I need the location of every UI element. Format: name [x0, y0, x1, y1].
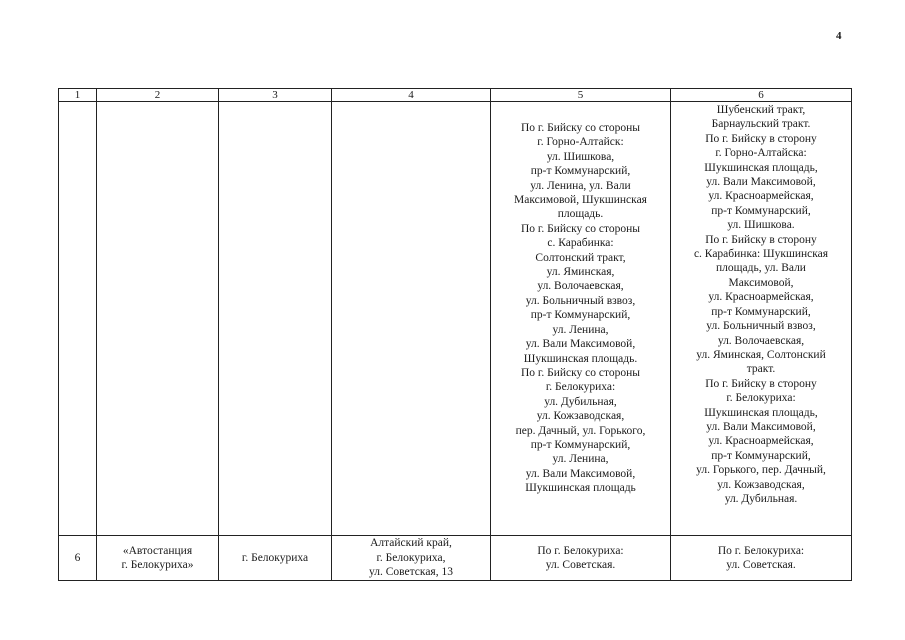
header-cell-5: 5 — [491, 89, 671, 102]
text-line: г. Белокуриха: — [726, 392, 796, 405]
text-line: ул. Кожзаводская, — [717, 478, 805, 491]
text-line: ул. Волочаевская, — [717, 334, 805, 347]
table-row — [59, 536, 852, 581]
header-cell-3: 3 — [219, 89, 332, 102]
text-line: По г. Бийску со стороны — [520, 222, 640, 235]
text-line: ул. Красноармейская, — [708, 190, 814, 203]
text-line: площадь. — [557, 208, 604, 221]
header-cell-6: 6 — [671, 89, 852, 102]
text-line: г. Горно-Алтайск: — [537, 136, 624, 149]
route-forward-cell — [491, 536, 671, 581]
route-backward-cell — [671, 102, 852, 536]
text-line: «Автостанция — [122, 544, 193, 557]
text-line: Солтонский тракт, — [535, 251, 626, 264]
text-line: ул. Ленина, — [552, 323, 609, 336]
text-line: По г. Бийску в сторону — [705, 377, 817, 390]
text-line: ул. Красноармейская, — [708, 435, 814, 448]
text-line: ул. Вали Максимовой, — [525, 467, 636, 480]
text-line: ул. Больничный взвоз, — [525, 294, 636, 307]
text-line: ул. Горького, пер. Дачный, — [696, 464, 826, 477]
text-line: ул. Дубильная. — [724, 492, 798, 505]
text-line: г. Белокуриха» — [121, 559, 194, 571]
text-line: с. Карабинка: Шукшинская — [693, 248, 829, 261]
header-cell-4: 4 — [332, 89, 491, 102]
station-name-cell — [97, 536, 219, 581]
text-line: По г. Белокуриха: — [717, 544, 805, 557]
text-line: Шукшинская площадь, — [704, 161, 818, 174]
table-header-row — [59, 89, 852, 102]
text-line: Шубенский тракт, — [716, 104, 806, 116]
text-line: ул. Шишкова, — [546, 150, 615, 163]
text-line: По г. Бийску в сторону — [705, 132, 817, 145]
row-continued-settlement — [219, 102, 332, 536]
row-continued-num — [59, 102, 97, 536]
text-line: тракт. — [746, 363, 776, 376]
text-line: Барнаульский тракт. — [711, 118, 811, 131]
text-line: ул. Советская, 13 — [369, 566, 453, 579]
text-line: По г. Бийску в сторону — [705, 233, 817, 246]
text-line: пр-т Коммунарский, — [711, 204, 811, 217]
text-line: г. Горно-Алтайска: — [715, 147, 807, 160]
text-line: пер. Дачный, ул. Горького, — [515, 424, 646, 437]
text-line: По г. Белокуриха: — [537, 544, 624, 557]
text-line: пр-т Коммунарский, — [530, 309, 631, 322]
text-line: ул. Волочаевская, — [537, 280, 624, 293]
row-continued-name — [97, 102, 219, 536]
text-line: По г. Бийску со стороны — [520, 366, 640, 379]
text-line: По г. Бийску со стороны — [520, 122, 640, 134]
text-line: с. Карабинка: — [547, 237, 614, 250]
text-line: ул. Советская. — [545, 559, 616, 571]
text-line: Шукшинская площадь. — [523, 352, 638, 365]
text-line: пр-т Коммунарский, — [530, 438, 631, 451]
text-line: пр-т Коммунарский, — [711, 449, 811, 462]
text-line: Максимовой, Шукшинская — [514, 194, 647, 207]
text-line: Шукшинская площадь — [525, 482, 636, 495]
text-line: г. Белокуриха: — [545, 381, 616, 394]
text-line: пр-т Коммунарский, — [530, 165, 631, 178]
row-continued-address — [332, 102, 491, 536]
text-line: г. Белокуриха, — [376, 551, 446, 564]
settlement-cell: г. Белокуриха — [219, 536, 332, 581]
text-line: ул. Вали Максимовой, — [706, 420, 816, 433]
header-cell-1: 1 — [59, 89, 97, 102]
row-number: 6 — [59, 536, 97, 581]
text-line: ул. Дубильная, — [544, 395, 617, 408]
text-line: ул. Больничный взвоз, — [706, 320, 816, 333]
text-line: площадь, ул. Вали — [716, 262, 806, 275]
text-line: Шукшинская площадь, — [704, 406, 818, 419]
text-line: ул. Ленина, — [552, 453, 609, 466]
text-line: ул. Красноармейская, — [708, 291, 814, 304]
address-cell — [332, 536, 491, 581]
text-line: ул. Советская. — [726, 559, 796, 571]
header-cell-2: 2 — [97, 89, 219, 102]
text-line: Максимовой, — [728, 276, 794, 289]
text-line: Алтайский край, — [370, 537, 452, 550]
text-line: ул. Ленина, ул. Вали — [530, 179, 631, 192]
route-backward-cell — [671, 536, 852, 581]
route-forward-cell — [491, 102, 671, 536]
text-line: ул. Кожзаводская, — [536, 410, 625, 423]
text-line: пр-т Коммунарский, — [711, 305, 811, 318]
text-line: ул. Шишкова. — [727, 219, 795, 232]
text-line: ул. Яминская, — [546, 266, 615, 279]
page-number: 4 — [836, 30, 842, 42]
text-line: ул. Вали Максимовой, — [525, 338, 636, 351]
table-row — [59, 102, 852, 536]
route-table — [58, 88, 852, 581]
text-line: ул. Вали Максимовой, — [706, 176, 816, 189]
text-line: ул. Яминская, Солтонский — [696, 348, 826, 361]
